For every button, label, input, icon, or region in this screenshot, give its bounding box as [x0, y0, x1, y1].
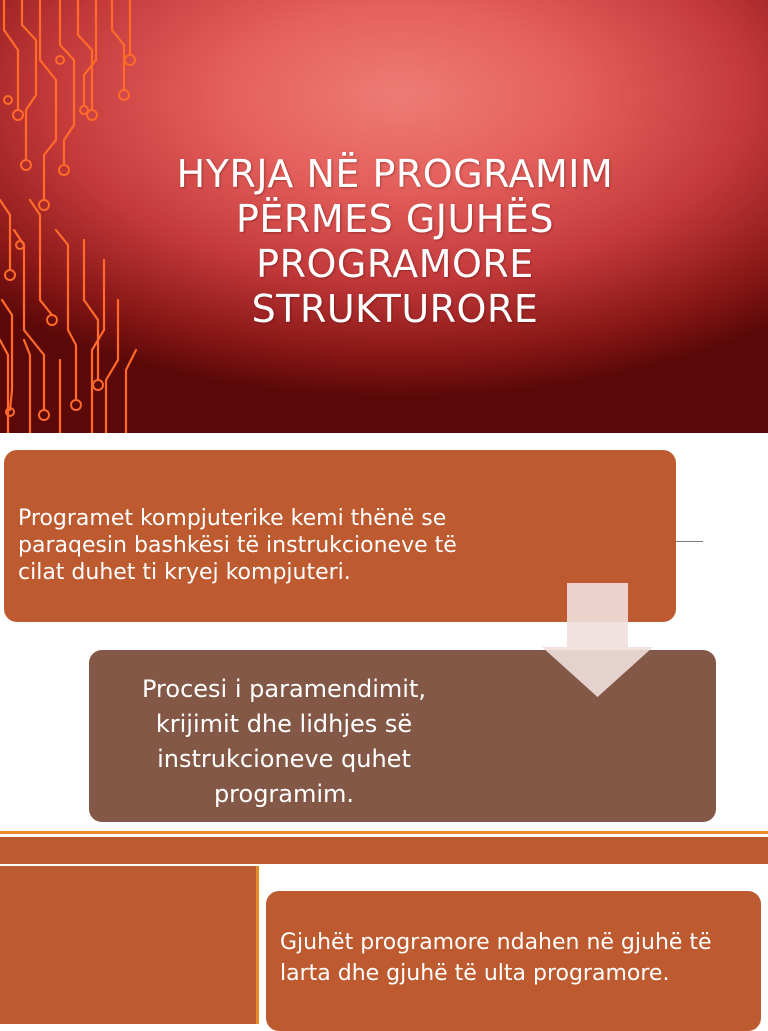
header-band — [0, 837, 768, 864]
down-arrow-icon — [540, 583, 655, 699]
title-line-3: PROGRAMORE — [256, 242, 534, 286]
accent-line-top — [0, 831, 768, 834]
title-line-1: HYRJA NË PROGRAMIM — [176, 152, 614, 196]
left-panel — [0, 866, 256, 1024]
box2-line-3: instrukcioneve quhet — [157, 745, 411, 773]
box3-line-2: larta dhe gjuhë të ulta programore. — [280, 961, 670, 986]
title-line-4: STRUKTURORE — [251, 287, 539, 331]
accent-line-vertical — [256, 866, 259, 1024]
title-slide — [0, 0, 768, 433]
box1-line-1: Programet kompjuterike kemi thënë se — [18, 506, 447, 531]
circuit-decoration-icon — [0, 0, 150, 433]
box2-text — [89, 672, 479, 812]
box1-line-2: paraqesin bashkësi të instrukcioneve të — [18, 533, 457, 558]
languages-box — [266, 891, 761, 1031]
title-line-2: PËRMES GJUHËS — [236, 197, 554, 241]
box2-line-2: krijimit dhe lidhjes së — [155, 710, 413, 738]
box2-line-1: Procesi i paramendimit, — [142, 675, 426, 703]
box3-line-1: Gjuhët programore ndahen në gjuhë të — [280, 930, 712, 955]
diagram-slide — [0, 433, 768, 831]
box2-line-4: programim. — [213, 780, 355, 808]
connector-line — [676, 541, 703, 542]
box1-line-3: cilat duhet ti kryej kompjuteri. — [18, 560, 351, 585]
languages-slide — [0, 831, 768, 1024]
presentation-title — [130, 152, 660, 332]
